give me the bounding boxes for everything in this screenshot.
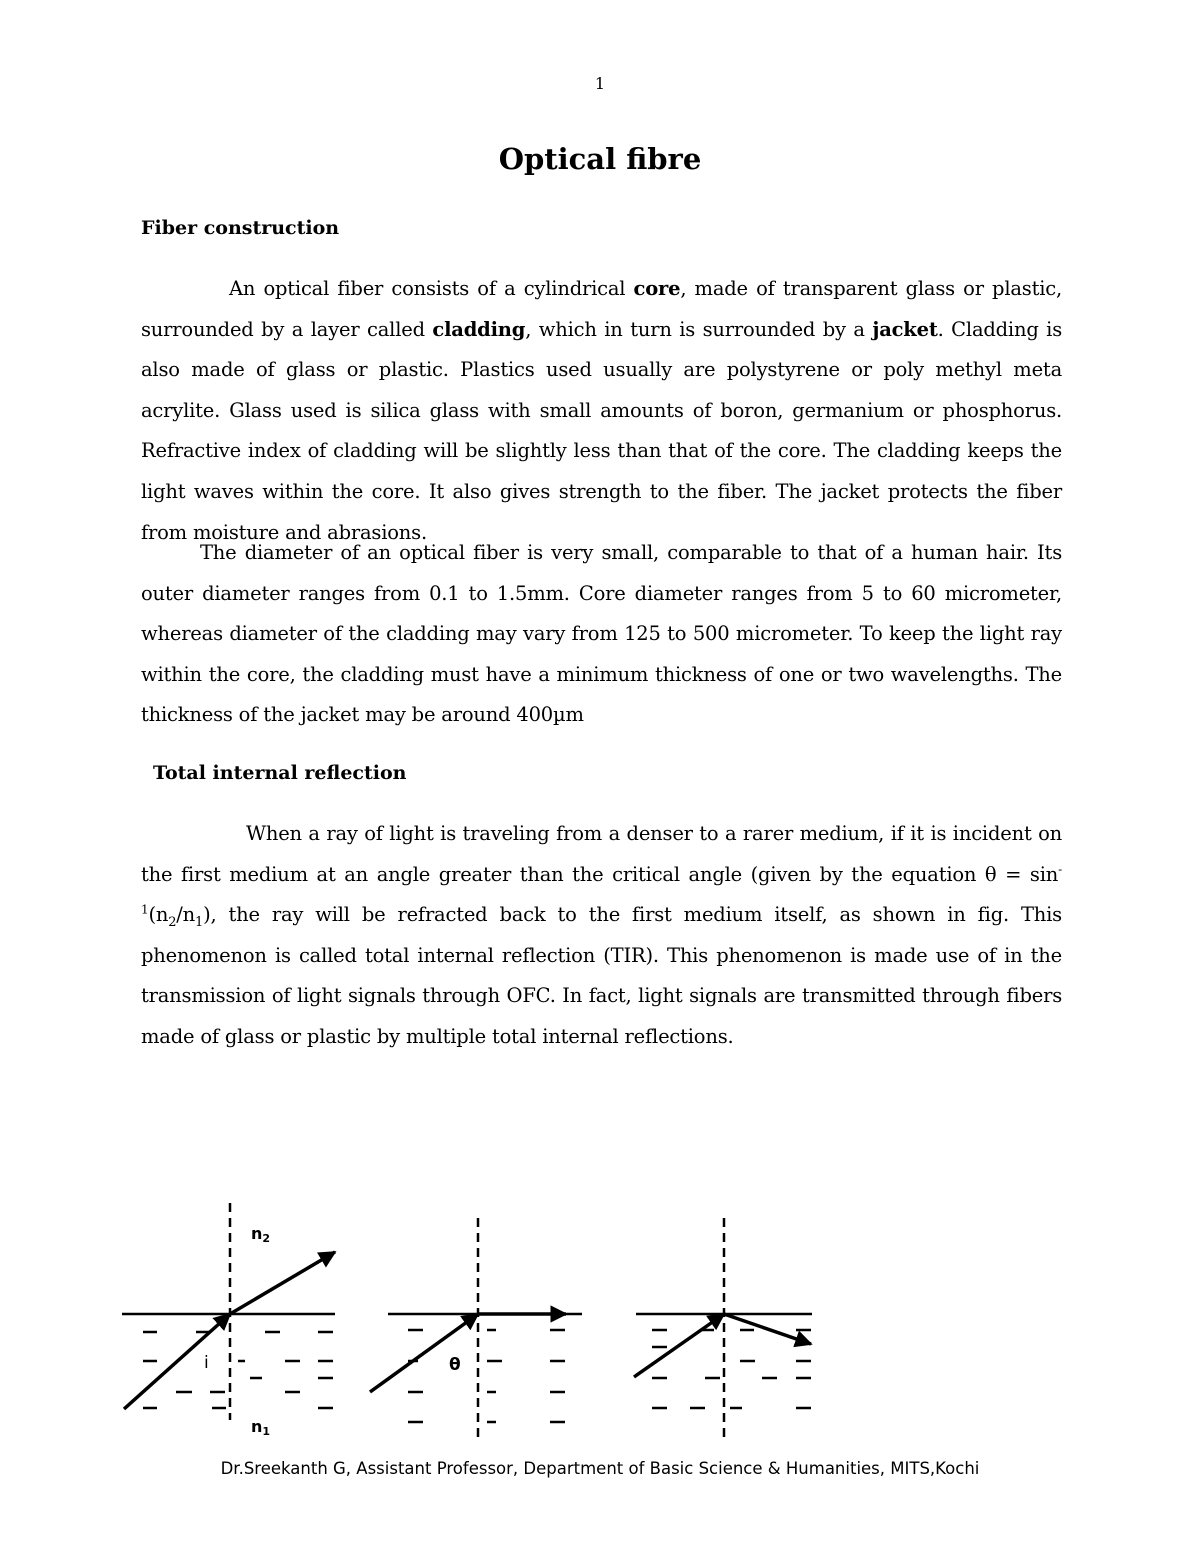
panel-refraction [122,1203,335,1438]
paragraph-fiber-diameter: The diameter of an optical fiber is very small, comparable to that of a human hair. Its outer diameter ranges from 0.1 to 1.5mm. Core diameter ranges from 5 to 60 micrometer, whereas diameter of the cladding may vary from 125 to 500 micrometer. To keep the light ray within the core, the cladding must have a minimum thickness of one or two wavelengths. The thickness of the jacket may be around 400µm [141,541,1062,727]
denser-medium-hatching-3 [652,1330,811,1408]
incident-ray-1 [124,1314,230,1409]
section-heading-tir: Total internal reflection [153,762,407,784]
tir-diagram [0,1190,1200,1450]
angle-i-label: i [204,1353,209,1373]
paragraph-tir: When a ray of light is traveling from a denser to a rarer medium, if it is incident on the first medium at an angle greater than the critical angle (given by the equation $\theta = \sin^{-1}(n_2/n_1)$, the ray will be refracted back to the first medium itself, as shown in fig. This phenomenon is called total internal reflection (TIR). This phenomenon is made use of in the transmission of light signals through OFC. In fact, light signals are transmitted through fibers made of glass or plastic by multiple total internal reflections. [141,822,1062,1048]
section-heading-fiber-construction: Fiber construction [141,217,340,239]
angle-theta-label: θ [449,1355,461,1375]
incident-ray-2 [370,1314,478,1392]
panel-critical-angle [370,1218,582,1442]
page-title: Optical fibre [498,142,702,176]
denser-medium-hatching-2 [408,1330,565,1422]
term-core: core [633,277,681,300]
n1-label: n1 [251,1417,271,1438]
panel-total-internal-reflection [634,1218,812,1442]
incident-ray-3 [634,1314,724,1377]
term-cladding: cladding [432,317,526,341]
paragraph-fiber-construction: An optical fiber consists of a cylindrical core, made of transparent glass or plastic, surrounded by a layer called cladding, which in turn is surrounded by a jacket. Cladding is also made of glass or plastic. Plastics used usually are polystyrene or poly methyl meta acrylite. Glass used is silica glass with small amounts of boron, germanium or phosphorus. Refractive index of cladding will be slightly less than that of the core. The cladding keeps the light waves within the core. It also gives strength to the fiber. The jacket protects the fiber from moisture and abrasions. [141,277,1062,544]
n2-label: n2 [251,1224,271,1245]
denser-medium-hatching-1 [143,1332,333,1408]
page-number: 1 [594,74,606,93]
refracted-ray-1 [230,1252,335,1314]
page-footer: Dr.Sreekanth G, Assistant Professor, Department of Basic Science & Humanities, MITS,Kochi [220,1459,980,1478]
term-jacket: jacket [872,317,938,341]
